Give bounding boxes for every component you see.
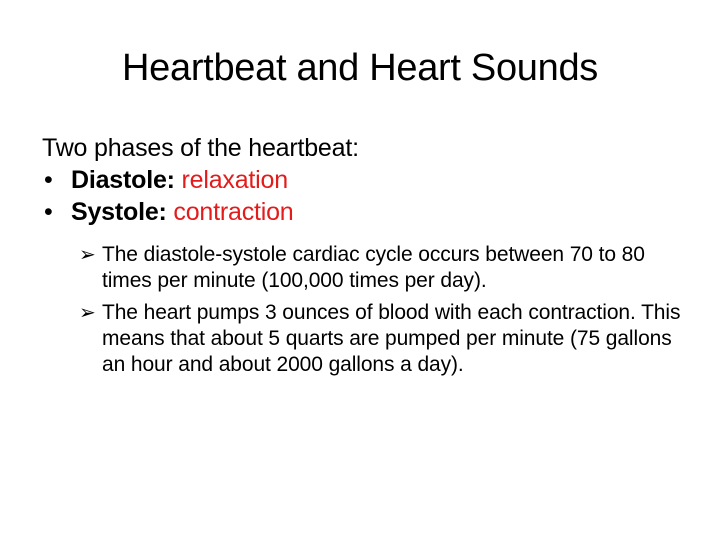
- phase-term: Systole:: [71, 198, 167, 226]
- phase-description: contraction: [173, 198, 294, 226]
- arrow-bullet-icon: ➢: [79, 244, 96, 266]
- arrow-bullet-icon: ➢: [79, 302, 96, 324]
- bullet-icon: •: [44, 198, 53, 226]
- bullet-icon: •: [44, 166, 53, 194]
- list-item: [42, 300, 692, 378]
- list-item: [42, 242, 692, 294]
- intro-text: Two phases of the heartbeat:: [42, 134, 359, 162]
- slide-body: [42, 132, 692, 384]
- detail-list: [42, 242, 692, 378]
- slide-title: Heartbeat and Heart Sounds: [122, 47, 598, 89]
- detail-text: The diastole-systole cardiac cycle occurs between 70 to 80 times per minute (100,000 times per day).: [102, 243, 645, 292]
- detail-text: The heart pumps 3 ounces of blood with each contraction. This means that about 5 quarts are pumped per minute (75 gallons an hour and about 2000 gallons a day).: [102, 301, 681, 376]
- list-item-diastole: [42, 164, 692, 196]
- phase-description: relaxation: [181, 166, 288, 194]
- list-item-systole: [42, 196, 692, 228]
- phase-term: Diastole:: [71, 166, 175, 194]
- phase-list: [42, 164, 692, 228]
